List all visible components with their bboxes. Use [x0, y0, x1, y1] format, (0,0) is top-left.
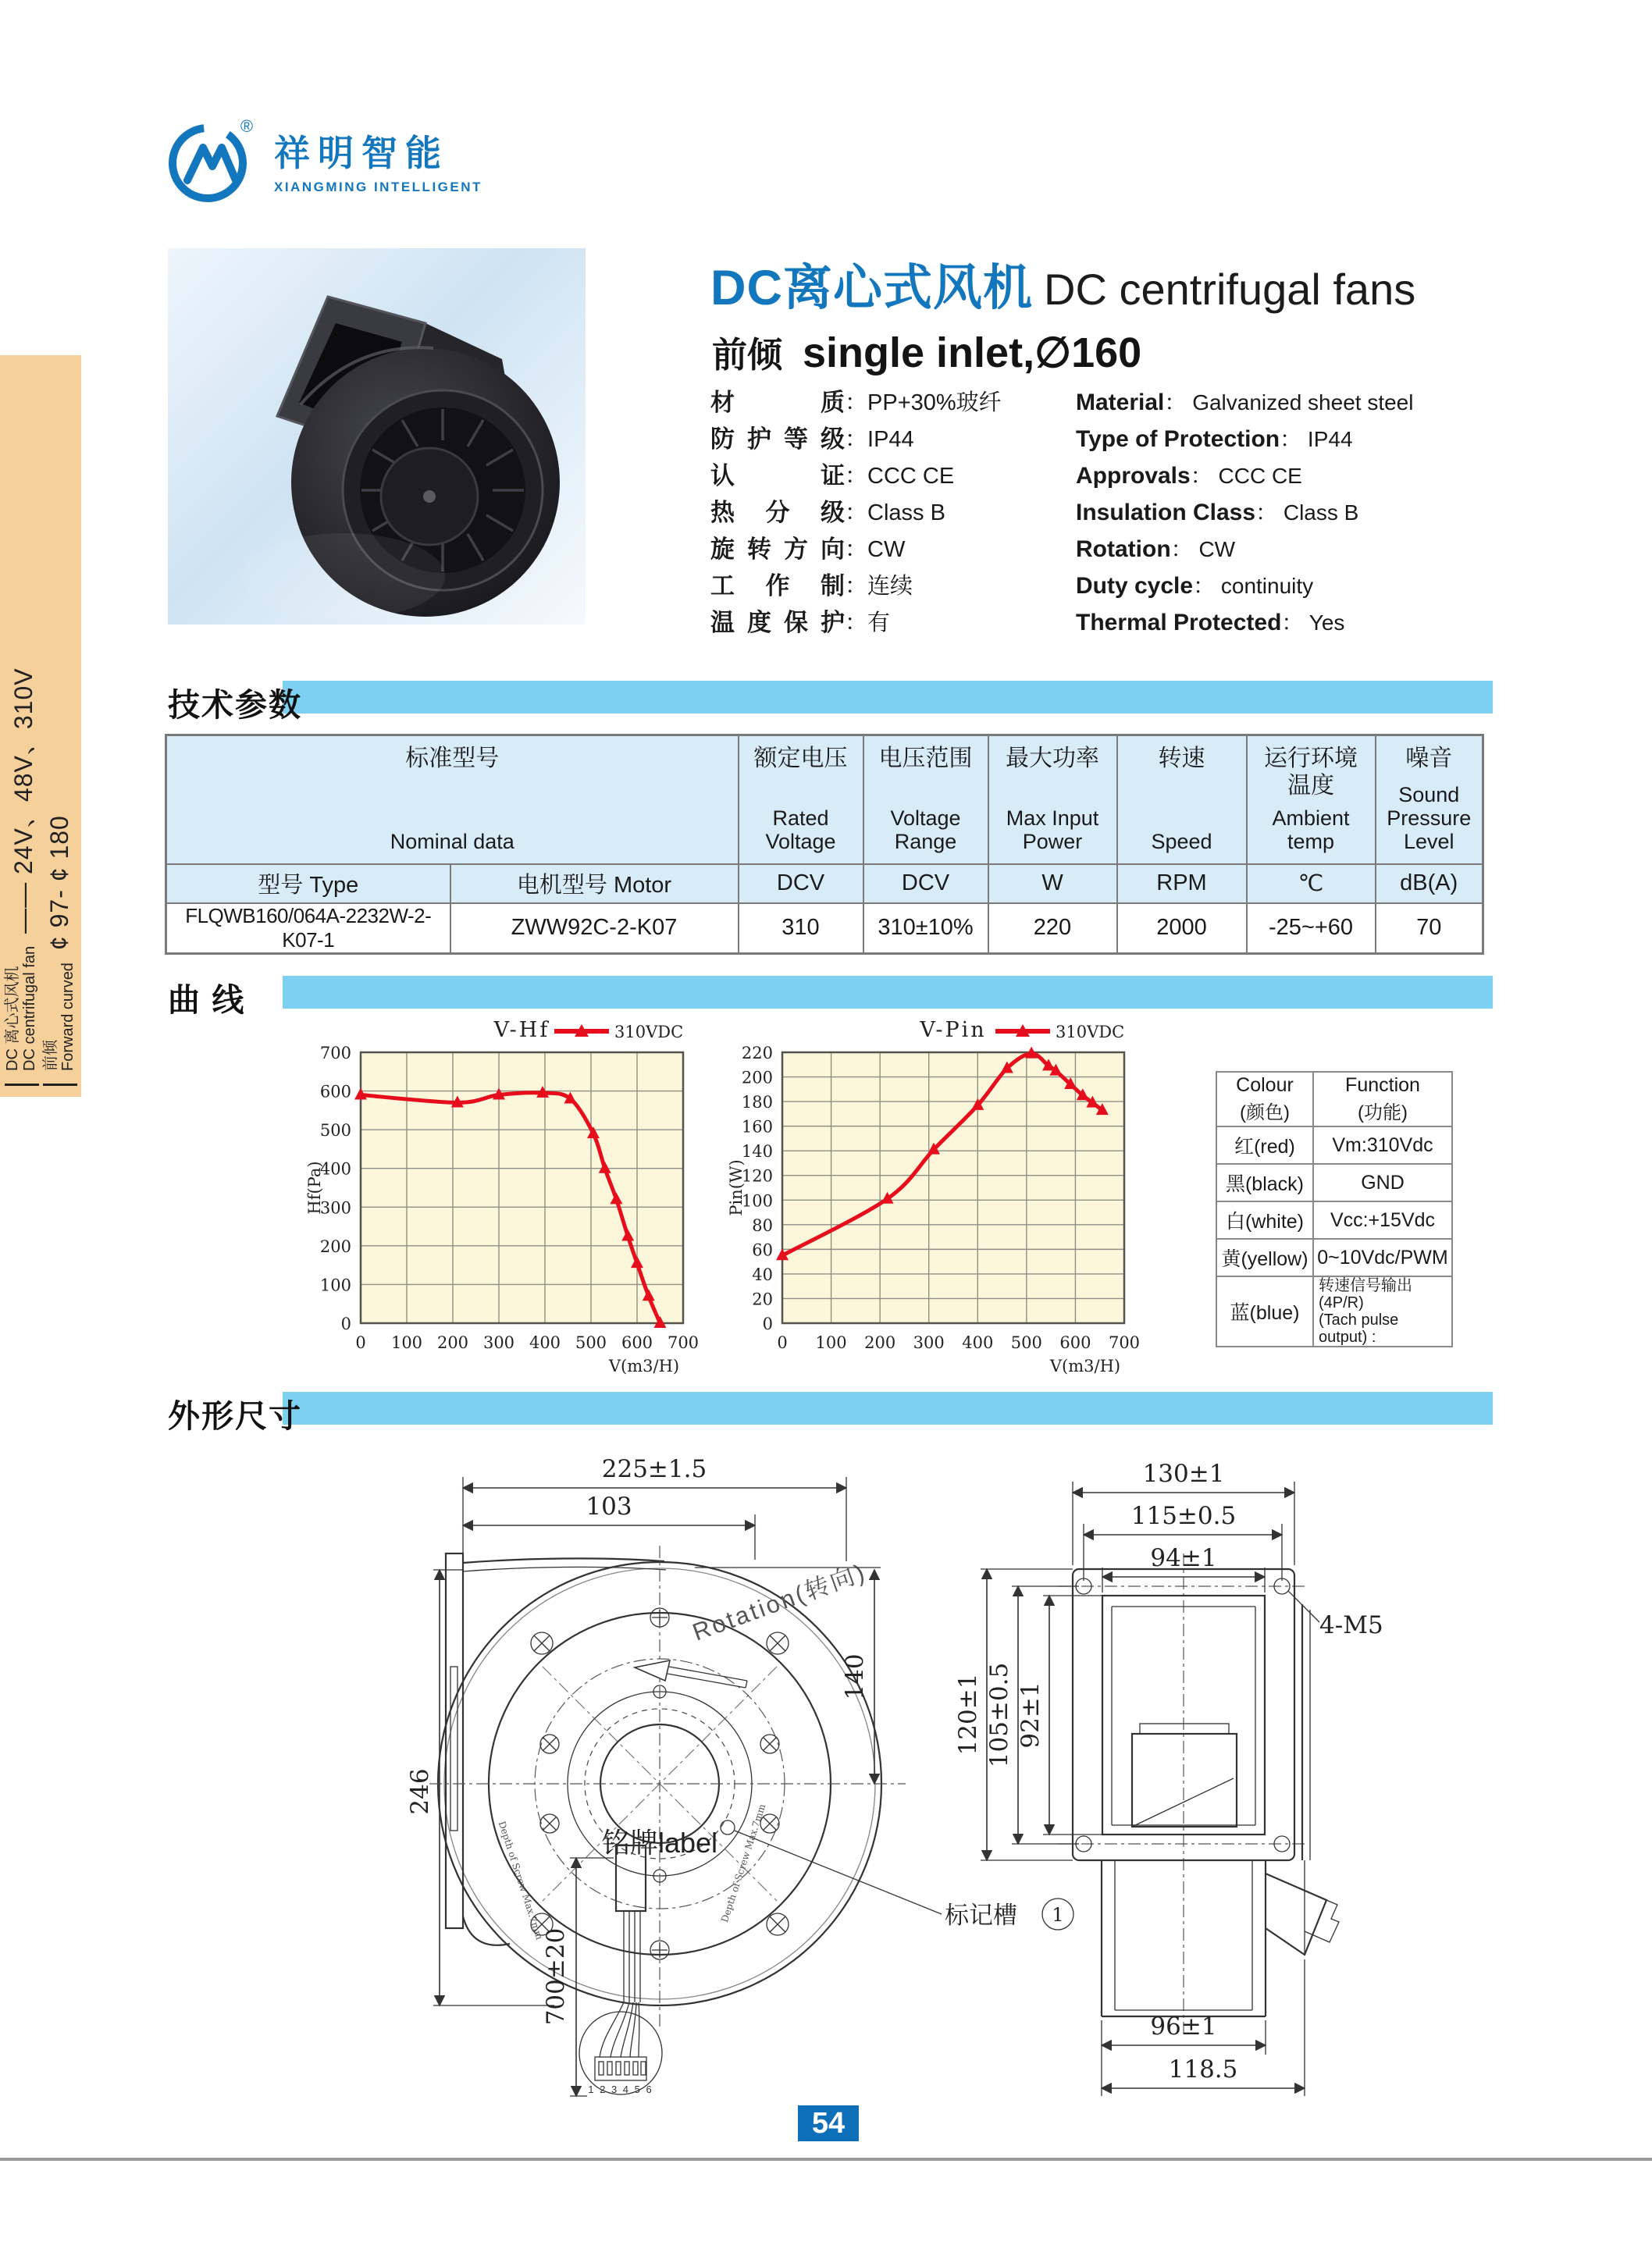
wire-row-yellow: 黄(yellow) 0~10Vdc/PWM: [1216, 1239, 1452, 1276]
dim-flange-outer: 130±1: [1142, 1460, 1225, 1488]
footer-divider: [0, 2158, 1652, 2161]
section-bar: [283, 976, 1493, 1009]
section-bar: [283, 681, 1493, 714]
svg-text:100: 100: [741, 1191, 773, 1211]
wire-row-blue: 蓝(blue) 转速信号输出(4P/R) (Tach pulse output) :: [1216, 1276, 1452, 1347]
svg-text:160: 160: [741, 1117, 773, 1137]
page-subtitle: [712, 326, 1141, 377]
table-data-row: FLQWB160/064A-2232W-2-K07-1 ZWW92C-2-K07 310 310±10% 220 2000 -25~+60 70: [166, 903, 1483, 954]
rotation-label: Rotation(转向): [689, 1557, 871, 1646]
sidebar-line-product: [2, 355, 41, 1086]
section-curves: [168, 976, 1493, 1018]
svg-text:100: 100: [390, 1333, 423, 1352]
svg-text:700: 700: [1108, 1333, 1141, 1352]
fan-image: [168, 248, 586, 625]
front-view-drawing: [406, 1455, 1073, 2096]
svg-text:600: 600: [621, 1333, 653, 1352]
dim-hole-pitch-v: 105±0.5: [985, 1662, 1013, 1768]
svg-text:100: 100: [815, 1333, 847, 1352]
svg-text:400: 400: [319, 1159, 351, 1179]
dim-top-to-center: 140: [841, 1653, 869, 1700]
page-title: [710, 248, 1415, 319]
cable-and-connector: [579, 1845, 662, 2095]
logo-mark-icon: [162, 112, 260, 209]
svg-text:500: 500: [575, 1333, 607, 1352]
dim-cable-length: 700±20: [542, 1927, 570, 2026]
sidebar-product-cn: DC 离心式风机: [3, 966, 21, 1071]
subtitle-cn: 前倾: [712, 335, 783, 375]
wire-color-table: [1216, 1071, 1453, 1347]
divider: [5, 1084, 39, 1086]
wire-row-white: 白(white) Vcc:+15Vdc: [1216, 1201, 1452, 1239]
spec-row-insulation: 热分级：Class B Insulation Class： Class B: [710, 499, 1359, 526]
svg-text:220: 220: [741, 1044, 773, 1062]
sidebar-type-cn: 前倾: [41, 1040, 59, 1071]
dim-outlet: 103: [586, 1493, 632, 1521]
registered-mark: ®: [240, 116, 254, 136]
side-view-drawing: [954, 1460, 1383, 2096]
section-dimensions: [168, 1392, 1493, 1434]
svg-text:0: 0: [777, 1333, 788, 1352]
svg-text:200: 200: [741, 1068, 773, 1087]
svg-text:60: 60: [752, 1240, 773, 1260]
sidebar-size-range: ¢ 97- ¢ 180: [45, 815, 73, 951]
section-title: 技术参数: [168, 687, 302, 723]
spec-row-approvals: 认证：CCC CE Approvals： CCC CE: [710, 462, 1302, 489]
dim-flange-outer-v: 120±1: [954, 1673, 982, 1756]
svg-text:310VDC: 310VDC: [1056, 1023, 1125, 1041]
svg-text:V-Pin: V-Pin: [920, 1018, 987, 1042]
brand-name-cn: 祥明智能: [274, 133, 449, 173]
page-number-badge: [798, 2105, 859, 2141]
spec-row-rotation: 旋转方向：CW Rotation： CW: [710, 536, 1236, 563]
wire-row-black: 黑(black) GND: [1216, 1164, 1452, 1201]
svg-text:600: 600: [1059, 1333, 1091, 1352]
sidebar-product-en: DC centrifugal fan: [20, 945, 38, 1071]
dimension-drawings: [117, 1436, 1535, 2123]
product-photo: [168, 248, 586, 625]
section-title: 曲 线: [168, 982, 246, 1018]
chart-v-pin: [718, 1007, 1144, 1382]
svg-text:V(m3/H): V(m3/H): [608, 1357, 680, 1375]
marking-slot-label: 标记槽: [945, 1902, 1017, 1929]
dim-inlet-v: 92±1: [1016, 1682, 1045, 1749]
dim-height-total: 246: [406, 1768, 434, 1815]
svg-text:300: 300: [482, 1333, 515, 1352]
spec-row-duty: 工作制：连续 Duty cycle： continuity: [710, 572, 1314, 600]
svg-text:300: 300: [913, 1333, 945, 1352]
svg-text:200: 200: [864, 1333, 896, 1352]
svg-text:700: 700: [667, 1333, 700, 1352]
sidebar-line-type: [41, 355, 79, 1086]
svg-text:100: 100: [319, 1276, 351, 1295]
spec-row-thermal: 温度保护：有 Thermal Protected： Yes: [710, 609, 1345, 636]
svg-text:600: 600: [319, 1082, 351, 1101]
svg-text:120: 120: [741, 1166, 773, 1186]
svg-text:Hf(Pa): Hf(Pa): [305, 1161, 324, 1215]
wire-row-red: 红(red) Vm:310Vdc: [1216, 1126, 1452, 1164]
rotation-arrow-icon: [635, 1660, 747, 1688]
subtitle-en: single inlet,∅160: [803, 329, 1142, 376]
svg-text:200: 200: [436, 1333, 469, 1352]
title-cn: DC离心式风机: [710, 261, 1033, 315]
section-bar: [283, 1392, 1493, 1425]
sidebar-voltage-range: —— 24V、48V、310V: [9, 667, 37, 934]
svg-text:V-Hf: V-Hf: [493, 1018, 550, 1042]
svg-text:180: 180: [741, 1093, 773, 1112]
nameplate-label: 铭牌label: [601, 1827, 718, 1859]
svg-text:700: 700: [319, 1044, 351, 1062]
svg-text:400: 400: [962, 1333, 994, 1352]
svg-text:0: 0: [762, 1315, 773, 1333]
dim-body-depth: 96±1: [1150, 2012, 1217, 2041]
svg-text:V(m3/H): V(m3/H): [1049, 1357, 1121, 1375]
title-en: DC centrifugal fans: [1044, 265, 1416, 314]
dim-inlet-h: 94±1: [1150, 1544, 1217, 1572]
dim-width-total: 225±1.5: [601, 1455, 707, 1483]
sidebar-type-en: Forward curved: [59, 963, 77, 1071]
svg-text:310VDC: 310VDC: [614, 1023, 684, 1041]
pin-numbers: 1 2 3 4 5 6: [588, 2084, 653, 2095]
svg-text:140: 140: [741, 1142, 773, 1162]
screw-depth-note: Depth of Screw Max.7mm: [719, 1802, 768, 1924]
svg-text:80: 80: [752, 1215, 773, 1235]
page-number: 54: [811, 2106, 846, 2140]
table-header-row: 标准型号 Nominal data 额定电压 Rated Voltage 电压范围 Voltage Range 最大功率 Max Input Power 转速 Speed 运行环境温度 Ambient temp 噪音 Sound Pressure Level: [166, 735, 1483, 864]
screw-depth-note: Depth of Screw Max.7mm: [496, 1820, 545, 1941]
svg-text:Pin(W): Pin(W): [727, 1159, 746, 1216]
section-tech-params: [168, 681, 1493, 723]
spec-list: [710, 384, 1499, 641]
sidebar-rotated-text: [0, 355, 81, 1097]
wire-table-header: Colour (颜色) Function (功能): [1216, 1072, 1452, 1126]
svg-text:20: 20: [752, 1290, 773, 1309]
company-logo: [162, 109, 568, 211]
svg-text:0: 0: [355, 1333, 366, 1352]
svg-text:500: 500: [319, 1121, 351, 1141]
svg-text:400: 400: [529, 1333, 561, 1352]
chart-v-hf: [297, 1007, 703, 1382]
spec-row-material: 材质：PP+30%玻纤 Material： Galvanized sheet steel: [710, 389, 1414, 416]
brand-name-en: XIANGMING INTELLIGENT: [274, 180, 482, 194]
bolt-spec-label: 4-M5: [1319, 1611, 1383, 1639]
svg-text:200: 200: [319, 1237, 351, 1256]
svg-text:0: 0: [340, 1315, 351, 1333]
svg-text:300: 300: [319, 1198, 351, 1218]
spec-row-protection: 防护等级：IP44 Type of Protection： IP44: [710, 425, 1353, 453]
dim-overall-depth: 118.5: [1168, 2055, 1238, 2084]
section-title: 外形尺寸: [168, 1398, 302, 1434]
divider: [43, 1084, 77, 1086]
svg-text:500: 500: [1010, 1333, 1042, 1352]
dim-hole-pitch-h: 115±0.5: [1130, 1502, 1237, 1530]
svg-text:40: 40: [752, 1265, 773, 1284]
tech-param-table: [165, 734, 1484, 955]
marking-slot-number: 1: [1052, 1904, 1064, 1926]
table-units-row: 型号 Type 电机型号 Motor DCV DCV W RPM ℃ dB(A): [166, 864, 1483, 903]
